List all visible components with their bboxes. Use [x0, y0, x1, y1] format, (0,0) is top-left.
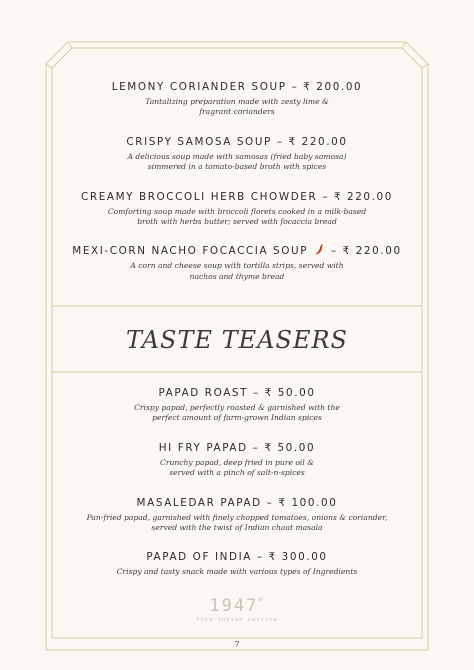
soups-section — [0, 80, 474, 299]
brand-name: 1947 — [209, 596, 259, 616]
item-name: LEMONY CORIANDER SOUP — [111, 81, 287, 93]
item-desc-line: Crispy papad, perfectly roasted & garnished with the — [134, 403, 340, 412]
item-desc-line: served with a pinch of salt-n-spices — [169, 468, 305, 478]
item-desc-line: A corn and cheese soup with tortilla strips, served with — [130, 261, 344, 271]
item-name: CREAMY BROCCOLI HERB CHOWDER — [81, 190, 318, 203]
menu-item-hi-fry-papad — [0, 441, 474, 479]
item-desc-line: nachos and thyme bread — [189, 271, 285, 281]
item-price: – ₹ 50.00 — [252, 441, 316, 454]
item-desc-line: fragrant corianders — [199, 107, 275, 117]
item-price: – ₹ 220.00 — [330, 245, 402, 258]
item-name: PAPAD ROAST — [158, 387, 249, 399]
item-desc-line: Pan-fried papad, garnished with finely chopped tomatoes, onions & coriander, — [86, 512, 388, 522]
item-price: – ₹ 50.00 — [252, 387, 316, 399]
item-price: – ₹ 300.00 — [256, 551, 328, 564]
item-desc-line: perfect amount of farm-grown Indian spices — [152, 413, 322, 423]
menu-item-papad-of-india — [0, 550, 474, 577]
item-desc-line: Crispy and tasty snack made with various types of Ingredients — [116, 567, 358, 577]
item-name: MEXI-CORN NACHO FOCACCIA SOUP — [72, 245, 309, 258]
menu-item-mexi-corn-nacho-focaccia-soup — [0, 244, 474, 282]
chili-icon — [315, 244, 324, 255]
item-desc-line: broth with herbs butter; served with focaccia bread — [137, 217, 337, 227]
brand-logo — [0, 596, 474, 616]
item-desc-line: Tantalizing preparation made with zesty lime & — [145, 97, 329, 106]
menu-item-crispy-samosa-soup — [0, 135, 474, 173]
item-name: HI FRY PAPAD — [158, 441, 248, 454]
item-desc-line: A delicious soup made with samosas (fried baby samosa) — [127, 151, 347, 161]
menu-item-creamy-broccoli-herb-chowder — [0, 190, 474, 228]
item-desc-line: served with the twist of Indian chaat masala — [151, 523, 323, 533]
item-desc-line: Comforting soup made with broccoli florets cooked in a milk-based — [107, 206, 367, 216]
menu-item-lemony-coriander-soup — [0, 80, 474, 118]
brand-mark: ® — [258, 596, 265, 604]
page-number: 7 — [234, 640, 240, 649]
menu-item-masaledar-papad — [0, 496, 474, 534]
menu-item-papad-roast — [0, 386, 474, 424]
item-desc-line: Crunchy papad, deep fried in pure oil & — [160, 457, 314, 467]
item-price: – ₹ 100.00 — [266, 496, 338, 509]
item-name: MASALEDAR PAPAD — [136, 496, 262, 509]
brand-tagline: fine indian cuisine — [196, 617, 278, 623]
taste-teasers-section — [0, 386, 474, 595]
item-price: – ₹ 220.00 — [276, 135, 348, 148]
item-desc-line: simmered in a tomato-based broth with spices — [147, 162, 327, 172]
item-name: CRISPY SAMOSA SOUP — [126, 135, 272, 148]
item-price: – ₹ 220.00 — [322, 190, 393, 203]
item-price: – ₹ 200.00 — [291, 81, 363, 93]
section-heading: TASTE TEASERS — [126, 326, 348, 354]
item-name: PAPAD OF INDIA — [146, 551, 252, 564]
